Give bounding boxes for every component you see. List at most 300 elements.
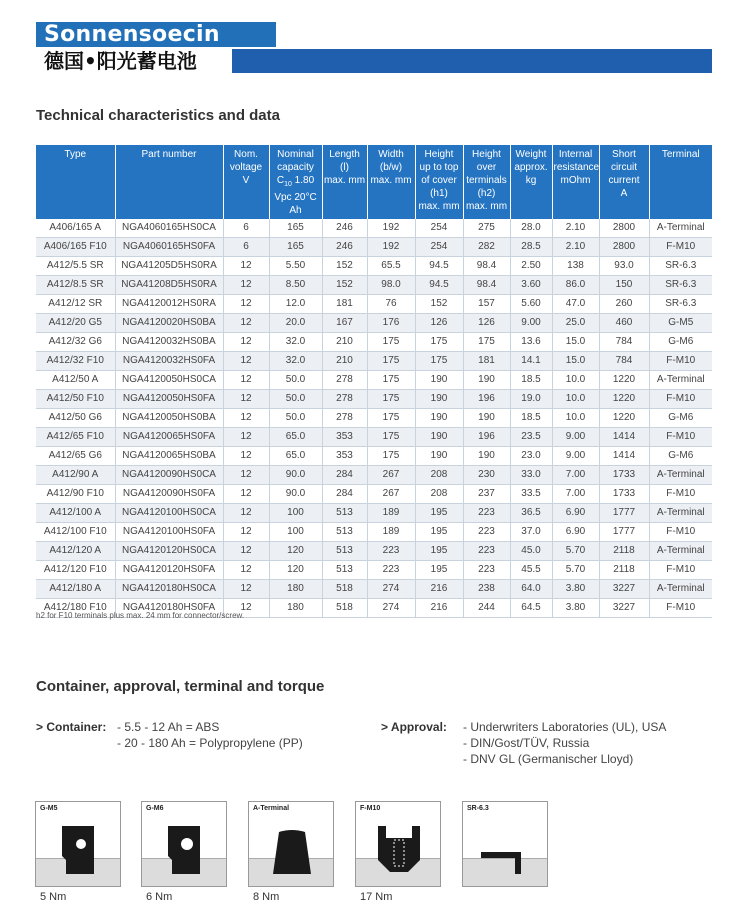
table-cell: A-Terminal xyxy=(649,542,712,561)
terminal-label: SR-6.3 xyxy=(467,805,489,812)
table-cell: NGA4120180HS0CA xyxy=(115,580,223,599)
table-cell: 208 xyxy=(415,466,463,485)
table-cell: 1220 xyxy=(599,390,649,409)
sr-terminal-icon xyxy=(463,802,548,887)
table-cell: 223 xyxy=(463,561,510,580)
table-cell: 1414 xyxy=(599,428,649,447)
brand-name: Sonnensoecin xyxy=(44,22,220,47)
table-cell: 254 xyxy=(415,219,463,238)
table-cell: 152 xyxy=(322,276,367,295)
table-cell: 12 xyxy=(223,257,269,276)
table-cell: 175 xyxy=(367,409,415,428)
table-cell: 2800 xyxy=(599,238,649,257)
approval-line: - DNV GL (Germanischer Lloyd) xyxy=(463,752,634,766)
g-terminal-icon xyxy=(36,802,121,887)
table-cell: 2.10 xyxy=(552,238,599,257)
tech-section-title: Technical characteristics and data xyxy=(36,107,280,124)
table-cell: A-Terminal xyxy=(649,371,712,390)
col-header-height-terminals: Height over terminals (h2) max. mm xyxy=(463,145,510,219)
terminal-label: F-M10 xyxy=(360,805,381,812)
table-cell: A412/32 G6 xyxy=(36,333,115,352)
table-cell: A-Terminal xyxy=(649,580,712,599)
approval-lines xyxy=(463,719,666,767)
table-cell: NGA4120050HS0BA xyxy=(115,409,223,428)
table-cell: 208 xyxy=(415,485,463,504)
table-cell: NGA4120065HS0FA xyxy=(115,428,223,447)
table-cell: 7.00 xyxy=(552,485,599,504)
table-cell: 2118 xyxy=(599,542,649,561)
table-cell: 5.70 xyxy=(552,561,599,580)
table-cell: 152 xyxy=(322,257,367,276)
table-cell: 12 xyxy=(223,409,269,428)
table-cell: 98.0 xyxy=(367,276,415,295)
col-header-height-cover: Height up to top of cover (h1) max. mm xyxy=(415,145,463,219)
table-cell: 152 xyxy=(415,295,463,314)
table-cell: 237 xyxy=(463,485,510,504)
table-cell: 12 xyxy=(223,276,269,295)
table-cell: 15.0 xyxy=(552,352,599,371)
table-cell: A412/100 A xyxy=(36,504,115,523)
table-cell: 90.0 xyxy=(269,466,322,485)
table-cell: 278 xyxy=(322,390,367,409)
table-cell: 32.0 xyxy=(269,352,322,371)
table-cell: A412/100 F10 xyxy=(36,523,115,542)
table-cell: A412/5.5 SR xyxy=(36,257,115,276)
table-cell: 180 xyxy=(269,599,322,618)
table-cell: 181 xyxy=(322,295,367,314)
table-cell: NGA4060165HS0FA xyxy=(115,238,223,257)
table-cell: 195 xyxy=(415,561,463,580)
table-header-row xyxy=(36,145,712,219)
table-cell: 175 xyxy=(367,333,415,352)
table-cell: 126 xyxy=(415,314,463,333)
table-cell: 175 xyxy=(367,428,415,447)
table-cell: 196 xyxy=(463,390,510,409)
terminal-label: G-M5 xyxy=(40,805,58,812)
table-cell: 65.0 xyxy=(269,447,322,466)
terminal-box-sr-6-3 xyxy=(462,801,548,887)
table-cell: A412/180 F10 xyxy=(36,599,115,618)
table-cell: G-M5 xyxy=(649,314,712,333)
table-row xyxy=(36,257,712,276)
table-row xyxy=(36,561,712,580)
table-cell: 8.50 xyxy=(269,276,322,295)
table-cell: 513 xyxy=(322,561,367,580)
col-header-type: Type xyxy=(36,145,115,219)
table-row xyxy=(36,390,712,409)
table-cell: 86.0 xyxy=(552,276,599,295)
g-terminal-icon xyxy=(142,802,227,887)
table-cell: A412/50 F10 xyxy=(36,390,115,409)
col-header-capacity: Nominal capacity $C_{10}$ 1.80 Vpc 20°C Ah xyxy=(269,145,322,219)
table-cell: 267 xyxy=(367,485,415,504)
table-cell: 460 xyxy=(599,314,649,333)
table-cell: NGA4120120HS0CA xyxy=(115,542,223,561)
table-cell: 1777 xyxy=(599,504,649,523)
table-cell: F-M10 xyxy=(649,561,712,580)
col-header-width: Width (b/w) max. mm xyxy=(367,145,415,219)
col-header-part-number: Part number xyxy=(115,145,223,219)
table-cell: 216 xyxy=(415,599,463,618)
table-cell: 518 xyxy=(322,580,367,599)
table-cell: SR-6.3 xyxy=(649,257,712,276)
table-cell: A412/12 SR xyxy=(36,295,115,314)
table-cell: F-M10 xyxy=(649,485,712,504)
table-cell: 190 xyxy=(463,447,510,466)
table-cell: 190 xyxy=(463,371,510,390)
table-cell: 3227 xyxy=(599,580,649,599)
table-cell: 513 xyxy=(322,504,367,523)
spec-table-body xyxy=(36,219,712,618)
table-cell: 230 xyxy=(463,466,510,485)
table-cell: 223 xyxy=(367,542,415,561)
table-cell: NGA4120090HS0CA xyxy=(115,466,223,485)
table-cell: 190 xyxy=(415,447,463,466)
table-cell: NGA4120012HS0RA xyxy=(115,295,223,314)
table-row xyxy=(36,352,712,371)
table-cell: 50.0 xyxy=(269,390,322,409)
container-label: > Container: xyxy=(36,720,107,734)
table-cell: 784 xyxy=(599,333,649,352)
table-cell: A406/165 F10 xyxy=(36,238,115,257)
table-cell: A412/180 A xyxy=(36,580,115,599)
table-cell: A412/20 G5 xyxy=(36,314,115,333)
table-cell: 274 xyxy=(367,599,415,618)
table-cell: 284 xyxy=(322,466,367,485)
table-cell: 33.0 xyxy=(510,466,552,485)
table-cell: A412/120 F10 xyxy=(36,561,115,580)
table-cell: 175 xyxy=(415,352,463,371)
table-cell: NGA4120090HS0FA xyxy=(115,485,223,504)
table-cell: NGA4120032HS0BA xyxy=(115,333,223,352)
table-cell: 190 xyxy=(415,371,463,390)
table-cell: SR-6.3 xyxy=(649,276,712,295)
table-row xyxy=(36,409,712,428)
table-cell: A412/50 G6 xyxy=(36,409,115,428)
table-cell: 94.5 xyxy=(415,257,463,276)
table-cell: NGA4120100HS0CA xyxy=(115,504,223,523)
table-cell: 223 xyxy=(463,504,510,523)
table-row xyxy=(36,466,712,485)
table-cell: 195 xyxy=(415,523,463,542)
table-cell: G-M6 xyxy=(649,333,712,352)
table-row xyxy=(36,371,712,390)
table-cell: 353 xyxy=(322,447,367,466)
table-cell: 165 xyxy=(269,219,322,238)
table-cell: 12 xyxy=(223,333,269,352)
table-cell: A412/90 F10 xyxy=(36,485,115,504)
table-cell: 64.5 xyxy=(510,599,552,618)
table-cell: 513 xyxy=(322,523,367,542)
table-cell: 3227 xyxy=(599,599,649,618)
table-cell: 181 xyxy=(463,352,510,371)
table-cell: 1414 xyxy=(599,447,649,466)
table-cell: 12 xyxy=(223,447,269,466)
table-cell: NGA41205D5HS0RA xyxy=(115,257,223,276)
table-cell: 175 xyxy=(367,371,415,390)
table-cell: 10.0 xyxy=(552,409,599,428)
table-cell: 189 xyxy=(367,523,415,542)
table-cell: F-M10 xyxy=(649,352,712,371)
table-cell: NGA4120032HS0FA xyxy=(115,352,223,371)
table-cell: NGA4120100HS0FA xyxy=(115,523,223,542)
terminal-box-a-terminal xyxy=(248,801,334,887)
table-cell: SR-6.3 xyxy=(649,295,712,314)
torque-value: 17 Nm xyxy=(360,891,393,903)
table-cell: 210 xyxy=(322,333,367,352)
table-cell: 45.0 xyxy=(510,542,552,561)
terminal-box-f-m10 xyxy=(355,801,441,887)
table-cell: 223 xyxy=(367,561,415,580)
table-cell: 190 xyxy=(415,409,463,428)
table-cell: 2.50 xyxy=(510,257,552,276)
table-cell: 246 xyxy=(322,238,367,257)
table-cell: A-Terminal xyxy=(649,219,712,238)
table-cell: 18.5 xyxy=(510,409,552,428)
table-cell: 25.0 xyxy=(552,314,599,333)
col-header-short-circuit: Short circuit current A xyxy=(599,145,649,219)
table-cell: 12 xyxy=(223,561,269,580)
table-cell: 246 xyxy=(322,219,367,238)
table-cell: 195 xyxy=(415,542,463,561)
table-cell: F-M10 xyxy=(649,523,712,542)
table-cell: NGA4120050HS0FA xyxy=(115,390,223,409)
table-cell: 10.0 xyxy=(552,371,599,390)
table-cell: 223 xyxy=(463,542,510,561)
table-cell: 6 xyxy=(223,219,269,238)
torque-value: 8 Nm xyxy=(253,891,280,903)
table-cell: 1220 xyxy=(599,409,649,428)
table-cell: 190 xyxy=(415,428,463,447)
approval-line: - DIN/Gost/TÜV, Russia xyxy=(463,736,590,750)
table-cell: 90.0 xyxy=(269,485,322,504)
approval-line: - Underwriters Laboratories (UL), USA xyxy=(463,720,667,734)
table-cell: 12 xyxy=(223,371,269,390)
table-cell: NGA4120180HS0FA xyxy=(115,599,223,618)
table-cell: 180 xyxy=(269,580,322,599)
terminal-label: G-M6 xyxy=(146,805,164,812)
table-cell: 165 xyxy=(269,238,322,257)
table-cell: 7.00 xyxy=(552,466,599,485)
table-cell: 3.80 xyxy=(552,599,599,618)
table-cell: 1220 xyxy=(599,371,649,390)
table-row xyxy=(36,447,712,466)
table-cell: 518 xyxy=(322,599,367,618)
table-cell: 12 xyxy=(223,504,269,523)
container-line: - 20 - 180 Ah = Polypropylene (PP) xyxy=(117,736,303,750)
table-row xyxy=(36,580,712,599)
table-cell: 28.5 xyxy=(510,238,552,257)
table-cell: 2.10 xyxy=(552,219,599,238)
table-cell: 12 xyxy=(223,295,269,314)
table-cell: 65.0 xyxy=(269,428,322,447)
table-cell: 175 xyxy=(463,333,510,352)
table-cell: 126 xyxy=(463,314,510,333)
table-cell: 189 xyxy=(367,504,415,523)
table-cell: NGA4060165HS0CA xyxy=(115,219,223,238)
table-cell: 175 xyxy=(367,390,415,409)
table-cell: 275 xyxy=(463,219,510,238)
table-cell: A412/65 F10 xyxy=(36,428,115,447)
table-cell: 196 xyxy=(463,428,510,447)
table-cell: 18.5 xyxy=(510,371,552,390)
table-cell: 192 xyxy=(367,219,415,238)
table-cell: A412/8.5 SR xyxy=(36,276,115,295)
table-cell: 784 xyxy=(599,352,649,371)
a-terminal-icon xyxy=(249,802,334,887)
table-cell: 157 xyxy=(463,295,510,314)
table-cell: 5.60 xyxy=(510,295,552,314)
table-cell: 12 xyxy=(223,428,269,447)
terminal-box-g-m6 xyxy=(141,801,227,887)
torque-value: 5 Nm xyxy=(40,891,67,903)
table-row xyxy=(36,428,712,447)
col-header-weight: Weight approx. kg xyxy=(510,145,552,219)
table-cell: NGA4120065HS0BA xyxy=(115,447,223,466)
table-cell: A412/65 G6 xyxy=(36,447,115,466)
table-cell: 64.0 xyxy=(510,580,552,599)
table-cell: 98.4 xyxy=(463,276,510,295)
table-row xyxy=(36,523,712,542)
table-row xyxy=(36,295,712,314)
table-cell: 1733 xyxy=(599,485,649,504)
table-cell: 260 xyxy=(599,295,649,314)
table-cell: 216 xyxy=(415,580,463,599)
table-row xyxy=(36,276,712,295)
table-cell: 12 xyxy=(223,580,269,599)
table-cell: 284 xyxy=(322,485,367,504)
table-cell: 120 xyxy=(269,561,322,580)
table-cell: 12 xyxy=(223,599,269,618)
table-cell: 138 xyxy=(552,257,599,276)
table-cell: G-M6 xyxy=(649,447,712,466)
table-cell: 150 xyxy=(599,276,649,295)
table-cell: A412/120 A xyxy=(36,542,115,561)
table-cell: 267 xyxy=(367,466,415,485)
table-cell: 274 xyxy=(367,580,415,599)
table-cell: 244 xyxy=(463,599,510,618)
table-cell: 45.5 xyxy=(510,561,552,580)
table-cell: 282 xyxy=(463,238,510,257)
table-row xyxy=(36,485,712,504)
table-cell: 254 xyxy=(415,238,463,257)
table-row xyxy=(36,333,712,352)
table-cell: 353 xyxy=(322,428,367,447)
table-cell: A412/50 A xyxy=(36,371,115,390)
table-cell: 2800 xyxy=(599,219,649,238)
container-lines xyxy=(117,719,303,751)
table-cell: 36.5 xyxy=(510,504,552,523)
table-cell: 65.5 xyxy=(367,257,415,276)
table-cell: 192 xyxy=(367,238,415,257)
table-cell: 1733 xyxy=(599,466,649,485)
terminal-label: A-Terminal xyxy=(253,805,290,812)
table-cell: 12 xyxy=(223,314,269,333)
table-row xyxy=(36,314,712,333)
brand-chinese-name: 德国•阳光蓄电池 xyxy=(44,49,197,73)
table-cell: 28.0 xyxy=(510,219,552,238)
approval-label: > Approval: xyxy=(381,720,447,734)
table-cell: 120 xyxy=(269,542,322,561)
table-cell: 12 xyxy=(223,352,269,371)
table-cell: 19.0 xyxy=(510,390,552,409)
terminal-box-g-m5 xyxy=(35,801,121,887)
table-row xyxy=(36,542,712,561)
table-cell: 47.0 xyxy=(552,295,599,314)
table-cell: 5.50 xyxy=(269,257,322,276)
table-cell: 12 xyxy=(223,542,269,561)
table-cell: 6.90 xyxy=(552,523,599,542)
table-cell: 33.5 xyxy=(510,485,552,504)
table-cell: 6.90 xyxy=(552,504,599,523)
table-cell: 238 xyxy=(463,580,510,599)
torque-value: 6 Nm xyxy=(146,891,173,903)
table-cell: 167 xyxy=(322,314,367,333)
table-cell: 175 xyxy=(367,352,415,371)
table-cell: F-M10 xyxy=(649,238,712,257)
spec-table xyxy=(36,145,712,618)
table-cell: 20.0 xyxy=(269,314,322,333)
container-line: - 5.5 - 12 Ah = ABS xyxy=(117,720,220,734)
table-cell: 5.70 xyxy=(552,542,599,561)
table-cell: A412/32 F10 xyxy=(36,352,115,371)
table-cell: A406/165 A xyxy=(36,219,115,238)
table-cell: 76 xyxy=(367,295,415,314)
table-cell: 100 xyxy=(269,523,322,542)
table-cell: 32.0 xyxy=(269,333,322,352)
table-row xyxy=(36,504,712,523)
table-cell: 37.0 xyxy=(510,523,552,542)
table-cell: 9.00 xyxy=(552,447,599,466)
table-cell: 93.0 xyxy=(599,257,649,276)
col-header-voltage: Nom. voltage V xyxy=(223,145,269,219)
table-cell: F-M10 xyxy=(649,599,712,618)
table-cell: 12.0 xyxy=(269,295,322,314)
table-cell: 14.1 xyxy=(510,352,552,371)
table-cell: 15.0 xyxy=(552,333,599,352)
f-terminal-icon xyxy=(356,802,441,887)
table-cell: 2118 xyxy=(599,561,649,580)
table-cell: A412/90 A xyxy=(36,466,115,485)
table-cell: A-Terminal xyxy=(649,504,712,523)
table-cell: 50.0 xyxy=(269,371,322,390)
table-cell: 10.0 xyxy=(552,390,599,409)
table-cell: 23.5 xyxy=(510,428,552,447)
col-header-terminal: Terminal xyxy=(649,145,712,219)
table-cell: A-Terminal xyxy=(649,466,712,485)
table-cell: 195 xyxy=(415,504,463,523)
table-cell: 3.60 xyxy=(510,276,552,295)
table-row xyxy=(36,238,712,257)
table-cell: 100 xyxy=(269,504,322,523)
table-cell: NGA4120050HS0CA xyxy=(115,371,223,390)
table-cell: NGA4120020HS0BA xyxy=(115,314,223,333)
table-cell: 190 xyxy=(415,390,463,409)
table-cell: 175 xyxy=(367,447,415,466)
table-cell: 94.5 xyxy=(415,276,463,295)
table-cell: 98.4 xyxy=(463,257,510,276)
table-cell: 23.0 xyxy=(510,447,552,466)
table-cell: 9.00 xyxy=(552,428,599,447)
table-cell: 3.80 xyxy=(552,580,599,599)
table-cell: 12 xyxy=(223,485,269,504)
container-section-title: Container, approval, terminal and torque xyxy=(36,678,325,695)
table-cell: 12 xyxy=(223,523,269,542)
table-cell: F-M10 xyxy=(649,390,712,409)
table-cell: 176 xyxy=(367,314,415,333)
col-header-length: Length (l) max. mm xyxy=(322,145,367,219)
table-cell: NGA4120120HS0FA xyxy=(115,561,223,580)
